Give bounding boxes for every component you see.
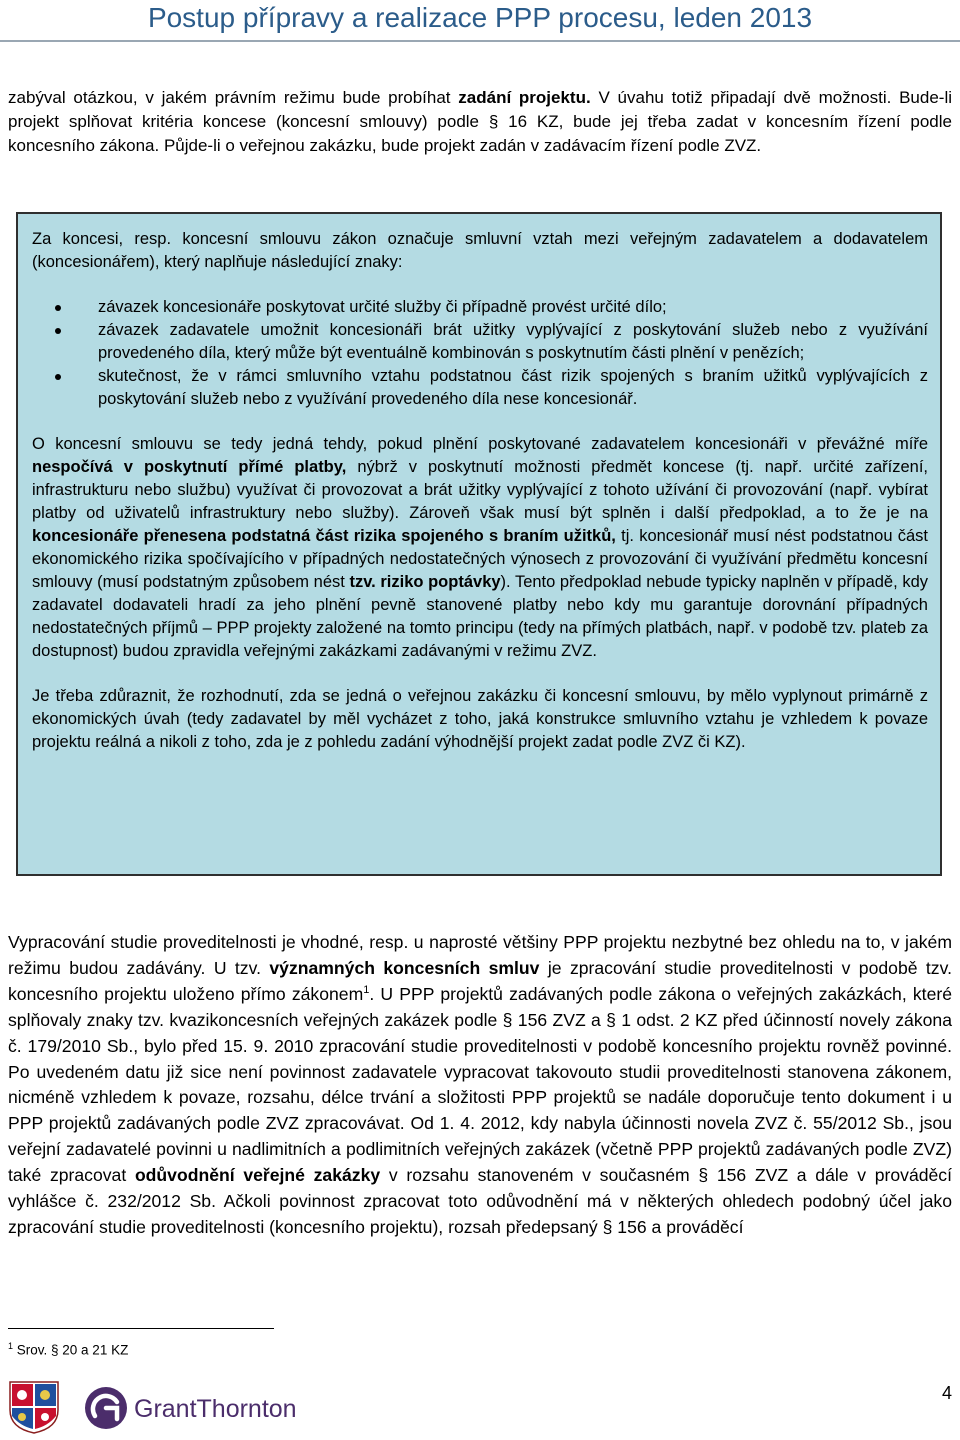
intro-bold-1: zadání projektu. [458,88,591,107]
box-p2-text-1: O koncesní smlouvu se tedy jedná tehdy, pokud plnění poskytované zadavatelem koncesionáři v převážné míře [32,435,928,453]
main-text-1: Vypracování studie proveditelnosti je vhodné, resp. u naprosté většiny PPP projektu nezbytné bez ohledu na to, v jakém režimu budou zadávány. U tzv. [8,932,952,978]
box-p2-text-3: tj. koncesionář musí nést podstatnou část ekonomického rizika spočívajícího v případných nedostatečných výnosech z provozování či využívání předmětu koncesní smlouvy (musí podstatným způsobem nést [32,527,928,591]
czech-coat-of-arms-icon [8,1380,60,1434]
grant-thornton-logo [84,1386,334,1432]
main-text-4: v rozsahu stanoveném v současném § 156 ZVZ a dále v prováděcí vyhlášce č. 232/2012 Sb. Ačkoli povinnost zpracovat toto odůvodnění má v některých ohledech podobný účel jako zpracování studie proveditelnosti (koncesního projektu), rozsah předepsaný § 156 a prováděcí [8,1165,952,1237]
footnote-text: Srov. § 20 a 21 KZ [13,1342,129,1358]
main-paragraph [8,930,952,1241]
box-p2-bold-3: tzv. riziko poptávky [349,573,501,591]
box-paragraph-1: Za koncesi, resp. koncesní smlouvu zákon označuje smluvní vztah mezi veřejným zadavatelem a dodavatelem (koncesionářem), který naplňuje následující znaky: [32,230,928,271]
box-p2-bold-2: koncesionáře přenesena podstatná část rizika spojeného s braním užitků, [32,527,616,545]
intro-paragraph [8,86,952,158]
concession-info-box [16,212,942,876]
main-bold-2: odůvodnění veřejné zakázky [134,1165,381,1186]
box-p2-text-4: ). Tento předpoklad nebude typicky naplněn v případě, kdy zadavatel dodavateli hradí za jeho plnění pevně stanovené platby nebo kdy mu garantuje dorovnání případných nedostatečných příjmů – PPP projekty založené na tomto principu (tedy na přímých platbách, např. v podobě tzv. plateb za dostupnost) budou zpravidla veřejnými zakázkami zadávanými v režimu ZVZ. [32,573,928,660]
footnote [8,1337,128,1360]
list-item-text: závazek zadavatele umožnit koncesionáři brát užitky vyplývající z poskytování služeb nebo z využívání provedeného díla, který může být eventuálně kombinován s poskytnutím části plnění v penězích; [98,321,928,362]
list-item-text: závazek koncesionáře poskytovat určité služby či případně provést určité dílo; [98,298,667,316]
bullet-icon [55,305,61,311]
intro-text-1: zabýval otázkou, v jakém právním režimu bude probíhat [8,88,459,107]
footnote-separator [8,1328,274,1329]
list-item [32,296,928,319]
box-paragraph-2 [32,433,928,663]
header-divider [0,40,960,42]
paragraph-gap [32,663,928,685]
list-item [32,365,928,411]
box-content [32,228,928,754]
main-text-2: je zpracování studie proveditelnosti v podobě tzv. koncesního projektu uloženo přímo zákonem [8,957,952,1004]
page-number: 4 [941,1383,952,1403]
footnote-reference: 1 [363,983,370,996]
bullet-icon [55,374,61,380]
box-p2-bold-1: nespočívá v poskytnutí přímé platby, [32,458,347,476]
page-header-title: Postup přípravy a realizace PPP procesu, leden 2013 [147,2,813,33]
grant-thornton-wordmark: GrantThornton [134,1395,297,1423]
list-item-text: skutečnost, že v rámci smluvního vztahu podstatnou část rizik spojených s braním užitků vyplývajících z poskytování služeb nebo z využívání provedeného díla nese koncesionář. [98,367,928,408]
grant-thornton-logo-icon [84,1386,128,1430]
main-bold-1: významných koncesních smluv [269,957,540,978]
main-text-3: . U PPP projektů zadávaných podle zákona o veřejných zakázkách, které splňovaly znaky tzv. kvazikoncesních veřejných zakázek podle § 156 ZVZ a § 1 odst. 2 KZ před účinností novely zákona č. 179/2010 Sb., bylo před 15. 9. 2010 zpracování studie proveditelnosti v podobě koncesního projektu rovněž povinné. Po uvedeném datu již sice není povinnost zadavatele vypracovat takovouto studii proveditelnosti stanovena zákonem, nicméně vzhledem k povaze, rozsahu, délce trvání a složitosti PPP projektů se nadále doporučuje tento dokument i u PPP projektů zadávaných podle ZVZ zpracovávat. Od 1. 4. 2012, kdy nabyla účinnosti novela ZVZ č. 55/2012 Sb., jsou veřejní zadavatelé povinni u nadlimitních a podlimitních veřejných zakázek (včetně PPP projektů zadávaných podle ZVZ) také zpracovat [8,983,953,1186]
footnote-number: 1 [8,1341,14,1351]
box-p2-text-2: nýbrž v poskytnutí možnosti předmět koncese (tj. např. určité zařízení, infrastrukturu nebo službu) využívat či provozovat a brát užitky vyplývající z tohoto užívání či provozování (např. vybírat platby od uživatelů infrastruktury nebo služby). Zároveň však musí být splněn i další předpoklad, a to že je na [32,458,928,522]
list-item [32,319,928,365]
bullet-icon [55,328,61,334]
intro-text-2: V úvahu totiž připadají dvě možnosti. Bude-li projekt splňovat kritéria koncese (koncesní smlouvy) podle § 16 KZ, bude jej třeba zadat v koncesním řízení podle koncesního zákona. Půjde-li o veřejnou zakázku, bude projekt zadán v zadávacím řízení podle ZVZ. [8,88,953,155]
bullet-list [32,296,928,411]
box-paragraph-3: Je třeba zdůraznit, že rozhodnutí, zda se jedná o veřejnou zakázku či koncesní smlouvu, by mělo vyplynout primárně z ekonomických úvah (tedy zadavatel by měl vycházet z toho, jaká konstrukce smluvního vztahu je vzhledem k povaze projektu reálná a nikoli z toho, zda je z pohledu zadání výhodnější projekt zadat podle ZVZ či KZ). [32,687,928,751]
